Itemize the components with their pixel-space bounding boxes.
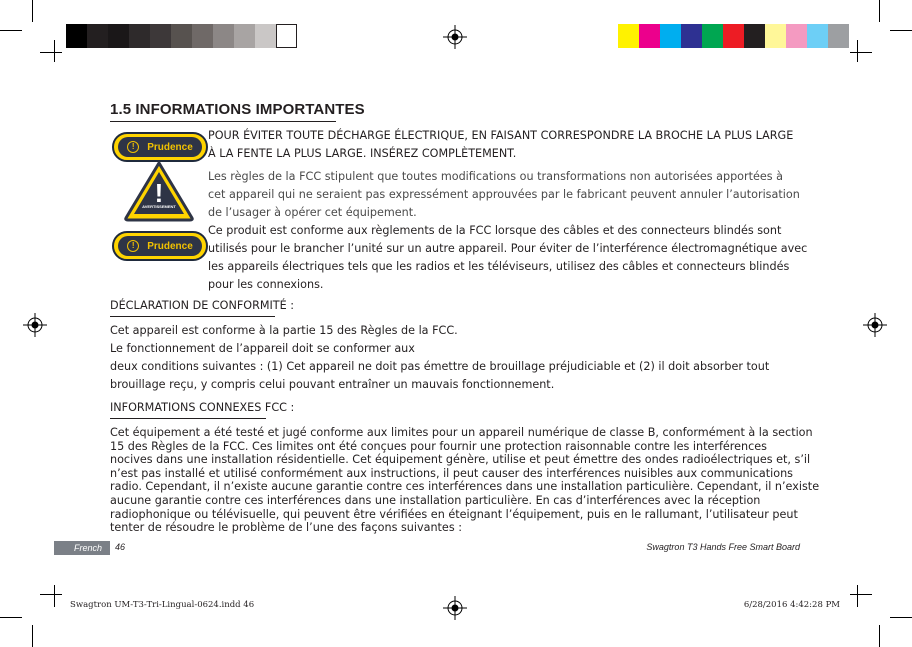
crop-mark (850, 52, 872, 53)
color-swatch (807, 24, 828, 48)
color-swatch (192, 24, 213, 48)
exclamation-icon: ! (127, 240, 139, 252)
caution-badge (112, 132, 208, 162)
fcc-info-line: nocives dans une installation résidentielle. Cet équipement génère, utilise et peut émettre des ondes radioélectriques et, s’il (110, 453, 811, 467)
fcc-info-title-underline (110, 418, 266, 419)
crop-mark (879, 0, 880, 22)
slug-file-name: Swagtron UM-T3-Tri-Lingual-0624.indd 46 (70, 600, 255, 610)
caution-label: Prudence (147, 141, 193, 153)
crop-mark (857, 585, 858, 607)
fcc-info-text (110, 426, 820, 535)
color-swatch (639, 24, 660, 48)
fcc-info-line: radio. Cependant, il n’existe aucune garantie contre ces interférences dans une installation particulière. Cependant, il n’existe (110, 480, 820, 494)
color-swatch (255, 24, 276, 48)
caution-badge (112, 231, 208, 261)
slug-date: 6/28/2016 4:42:28 PM (743, 600, 840, 610)
fcc-info-line: tenter de résoudre le problème de l’une des façons suivantes : (110, 521, 462, 535)
color-swatch (828, 24, 849, 48)
color-swatch (234, 24, 255, 48)
color-swatch (87, 24, 108, 48)
crop-mark (54, 585, 55, 607)
warning-label: AVERTISSEMENT (142, 204, 176, 209)
conformity-line: Le fonctionnement de l’appareil doit se conformer aux (110, 342, 415, 355)
crop-mark (850, 594, 872, 595)
warning-triangle-icon (123, 160, 195, 222)
crop-mark (40, 52, 62, 53)
caution-label: Prudence (147, 240, 193, 252)
warning-exclamation: ! (154, 178, 164, 208)
conformity-text (110, 322, 810, 394)
registration-mark-icon (443, 596, 467, 620)
color-swatch (744, 24, 765, 48)
fcc-info-line: aucune garantie contre ces interférences dans une installation particulière. En cas d’interférences avec la réception (110, 493, 761, 507)
color-swatch (681, 24, 702, 48)
color-swatch (171, 24, 192, 48)
exclamation-icon: ! (127, 141, 139, 153)
color-swatch (66, 24, 87, 48)
color-swatch (276, 24, 297, 48)
shock-warning-paragraph: POUR ÉVITER TOUTE DÉCHARGE ÉLECTRIQUE, EN FAISANT CORRESPONDRE LA BROCHE LA PLUS LARGE À LA FENTE LA PLUS LARGE. INSÉREZ COMPLÈTEMENT. (208, 129, 794, 160)
color-swatch (108, 24, 129, 48)
conformity-line: Cet appareil est conforme à la partie 15 des Règles de la FCC. (110, 324, 458, 337)
crop-mark (0, 617, 22, 618)
conformity-line: deux conditions suivantes : (1) Cet appareil ne doit pas émettre de brouillage préjudiciable et (2) il doit absorber tout (110, 360, 770, 373)
crop-mark (54, 40, 55, 62)
conformity-line: brouillage reçu, y compris celui pouvant entraîner un mauvais fonctionnement. (110, 378, 555, 391)
registration-mark-icon (863, 313, 887, 337)
registration-mark-icon (23, 313, 47, 337)
color-swatch (213, 24, 234, 48)
conformity-title: DÉCLARATION DE CONFORMITÉ : (110, 299, 295, 312)
crop-mark (890, 30, 912, 31)
fcc-info-line: 15 des Règles de la FCC. Ces limites ont été conçues pour fournir une protection raisonnable contre les interférences (110, 439, 767, 453)
color-swatch (129, 24, 150, 48)
fcc-info-line: radiophonique ou télévisuelle, qui peuvent être vérifiées en éteignant l’équipement, puis en le rallumant, l’utilisateur peut (110, 507, 798, 521)
color-swatch (660, 24, 681, 48)
conformity-title-underline (110, 316, 275, 317)
fcc-info-line: n’est pas installé et utilisé conformément aux instructions, il peut causer des interférences nuisibles aux communications (110, 466, 794, 480)
footer-language-tab: French (54, 541, 110, 555)
crop-mark (879, 625, 880, 647)
color-swatch (150, 24, 171, 48)
section-heading: 1.5 INFORMATIONS IMPORTANTES (110, 101, 365, 118)
footer-page-number: 46 (115, 542, 126, 552)
registration-mark-icon (443, 25, 467, 49)
heading-underline (110, 121, 336, 122)
fcc-rules-paragraph: Les règles de la FCC stipulent que toutes modifications ou transformations non autorisées apportées à cet appareil qui ne seraient pas expressément approuvées par le fabricant peuvent annuler l’autorisation de l’usager à opérer cet équipement. (208, 170, 800, 219)
crop-mark (32, 0, 33, 22)
color-swatch (618, 24, 639, 48)
fcc-info-line: Cet équipement a été testé et jugé conforme aux limites pour un appareil numérique de classe B, conformément à la section (110, 426, 813, 439)
color-swatch (786, 24, 807, 48)
crop-mark (857, 40, 858, 62)
color-swatch (765, 24, 786, 48)
crop-mark (40, 594, 62, 595)
crop-mark (890, 617, 912, 618)
color-swatch (723, 24, 744, 48)
shielded-cables-paragraph: Ce produit est conforme aux règlements de la FCC lorsque des câbles et des connecteurs blindés sont utilisés pour le brancher l’unité sur un autre appareil. Pour éviter de l’interférence électromagnétique avec les appareils électriques tels que les radios et les téléviseurs, utilisez des câbles et connecteurs blindés pour les connexions. (208, 224, 808, 291)
crop-mark (0, 30, 22, 31)
fcc-info-title: INFORMATIONS CONNEXES FCC : (110, 401, 295, 414)
footer-product-name: Swagtron T3 Hands Free Smart Board (646, 542, 800, 552)
color-swatch (702, 24, 723, 48)
crop-mark (32, 625, 33, 647)
